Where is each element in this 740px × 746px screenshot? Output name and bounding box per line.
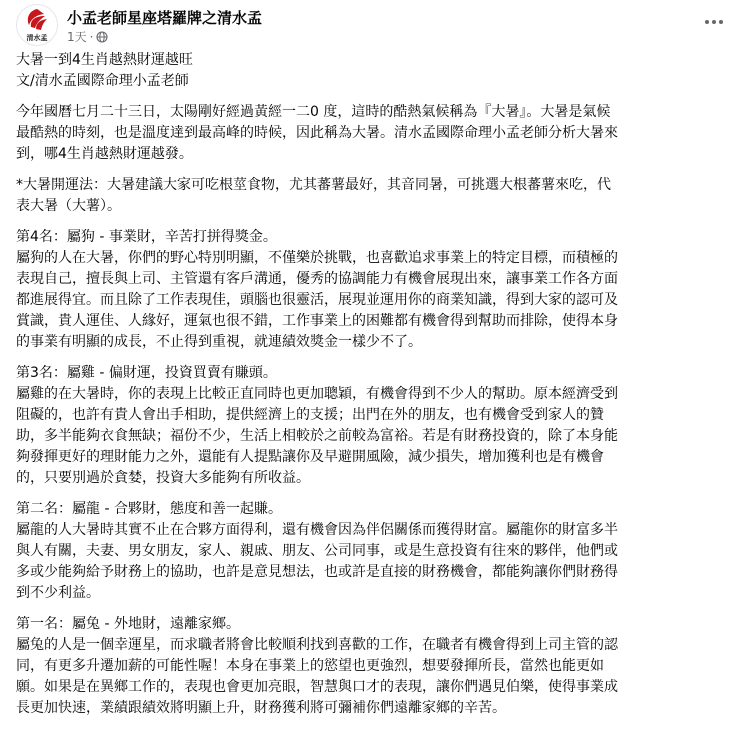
logo-text: 清水孟 (26, 34, 48, 42)
post-text-line: 與人有關，夫妻、男女朋友，家人、親戚、朋友、公司同事，或是生意投資有往來的夥伴，他們或 (16, 543, 618, 559)
post-timestamp[interactable]: 1天 (67, 30, 87, 44)
post-text-line: 的事業有明顯的成長，不止得到重視，就連績效獎金一樣少不了。 (16, 334, 422, 350)
post-meta (67, 28, 108, 45)
post-text-line: 屬雞的在大暑時，你的表現上比較正直同時也更加聰穎，有機會得到不少人的幫助。原本經濟受到 (16, 386, 618, 402)
more-options-icon (705, 20, 709, 24)
post-text-line: 第二名：屬龍 - 合夥財，態度和善一起賺。 (16, 501, 282, 517)
post-paragraph (16, 614, 728, 719)
post-text-line: 屬狗的人在大暑，你們的野心特別明顯，不僅樂於挑戰，也喜歡追求事業上的特定目標，而積極的 (16, 250, 618, 266)
post-text-line: 第一名：屬兔 - 外地財，遠離家鄉。 (16, 616, 240, 632)
post-paragraph (16, 499, 728, 604)
post-text-line: 都進展得宜。而且除了工作表現佳，頭腦也很靈活，展現並運用你的商業知識，得到大家的認可及 (16, 292, 618, 308)
post-text-line: 同，有更多升遷加薪的可能性喔！本身在事業上的慾望也更強烈，想要發揮所長，當然也能更如 (16, 658, 604, 674)
meta-separator: · (89, 29, 94, 44)
post-paragraph (16, 175, 728, 217)
post-text-line: 長更加快速，業績跟績效將明顯上升，財務獲利將可彌補你們遠離家鄉的辛苦。 (16, 700, 506, 716)
post-paragraph (16, 50, 728, 92)
post-text-line: 文/清水孟國際命理小孟老師 (16, 73, 189, 89)
post-paragraph (16, 363, 728, 489)
post-text-line: 最酷熱的時刻，也是溫度達到最高峰的時候，因此稱為大暑。清水孟國際命理小孟老師分析大暑來 (16, 125, 618, 141)
post-text-line: 願。如果是在異鄉工作的，表現也會更加亮眼，智慧與口才的表現，讓你們遇見伯樂，使得事業成 (16, 679, 618, 695)
post-text-line: 屬兔的人是一個幸運星，而求職者將會比較順利找到喜歡的工作，在職者有機會得到上司主管的認 (16, 637, 618, 653)
post-text-line: 到，哪4生肖越熱財運越發。 (16, 146, 193, 162)
post-text-line: 的，只要別過於貪婪，投資大多能夠有所收益。 (16, 470, 310, 486)
page-avatar[interactable] (16, 4, 58, 46)
post-text-line: 阻礙的，也許有貴人會出手相助，提供經濟上的支援；出門在外的朋友，也有機會受到家人的贊 (16, 407, 604, 423)
logo-icon (17, 5, 57, 45)
post-text-line: 大暑一到4生肖越熱財運越旺 (16, 52, 193, 68)
page-name[interactable]: 小孟老師星座塔羅牌之清水孟 (67, 9, 263, 27)
post-text-line: 表現自己，擅長與上司、主管還有客戶溝通，優秀的協調能力有機會展現出來，讓事業工作各方面 (16, 271, 618, 287)
post-text-line: *大暑開運法：大暑建議大家可吃根莖食物，尤其蕃薯最好，其音同暑，可挑選大根蕃薯來吃，代 (16, 177, 611, 193)
post-text-line: 助，多半能夠衣食無缺；福份不少，生活上相較於之前較為富裕。若是有財務投資的，除了本身能 (16, 428, 618, 444)
post-text-line: 第4名：屬狗 - 事業財，辛苦打拼得獎金。 (16, 229, 277, 245)
post-text-line: 表大暑（大薯）。 (16, 198, 121, 214)
post-text-line: 賞識，貴人運佳、人緣好，運氣也很不錯，工作事業上的困難都有機會得到幫助而排除，使得本身 (16, 313, 618, 329)
post-text-line: 到不少利益。 (16, 585, 100, 601)
post-text-line: 今年國曆七月二十三日，太陽剛好經過黃經一二0 度，這時的酷熱氣候稱為『大暑』。大暑是氣候 (16, 104, 611, 120)
post-text (16, 50, 728, 729)
post-header (16, 4, 728, 48)
post-paragraph (16, 102, 728, 165)
post-paragraph (16, 227, 728, 353)
post-text-line: 多或少能夠給予財務上的協助，也許是意見想法，也或許是直接的財務機會，都能夠讓你們財務得 (16, 564, 618, 580)
post-text-line: 第3名：屬雞 - 偏財運，投資買賣有賺頭。 (16, 365, 277, 381)
post-text-line: 屬龍的人大暑時其實不止在合夥方面得利，還有機會因為伴侶關係而獲得財富。屬龍你的財富多半 (16, 522, 618, 538)
more-options-button[interactable] (700, 12, 728, 32)
globe-icon (96, 31, 108, 43)
post-text-line: 夠發揮更好的理財能力之外，還能有人提點讓你及早避開風險，減少損失，增加獲利也是有機會 (16, 449, 604, 465)
